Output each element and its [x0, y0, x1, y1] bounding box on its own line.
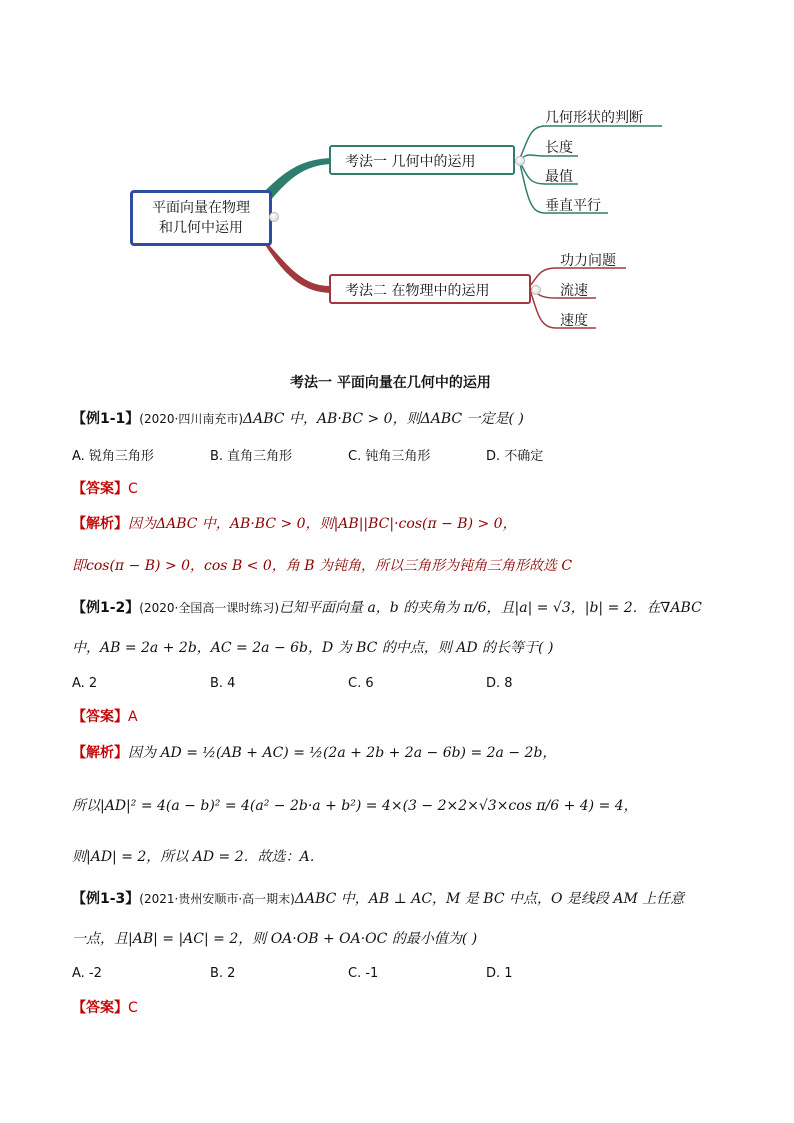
section-title: 考法一 平面向量在几何中的运用 [290, 375, 491, 391]
ex12-option-a: A. 2 [72, 676, 98, 691]
ex11-source: (2020·四川南充市) [139, 412, 244, 426]
collapse-toggle-branch1[interactable] [515, 156, 525, 166]
ex13-option-c: C. -1 [348, 966, 379, 981]
ex12-question-line2: 中，AB = 2a + 2b，AC = 2a − 6b，D 为 BC 的中点，则 AD 的长等于( ) [72, 640, 554, 656]
root-line2: 和几何中运用 [159, 220, 243, 236]
ex11-option-a: A. 锐角三角形 [72, 449, 154, 464]
leaf-velocity: 速度 [560, 313, 588, 329]
ex12-analysis-line3: 则|AD| = 2，所以 AD = 2．故选：A． [72, 849, 324, 865]
mindmap-root [130, 190, 272, 246]
ex11-answer-tag: 【答案】 [72, 481, 128, 497]
ex11-option-d: D. 不确定 [486, 449, 544, 464]
ex13-option-d: D. 1 [486, 966, 513, 981]
branch2-label: 考法二 在物理中的运用 [345, 283, 490, 299]
ex11-analysis-tag: 【解析】 [72, 516, 128, 532]
ex13-answer [72, 997, 138, 1017]
leaf-work-force: 功力问题 [560, 253, 616, 269]
ex13-question-text1: ΔABC 中，AB ⊥ AC，M 是 BC 中点，O 是线段 AM 上任意 [294, 891, 685, 907]
ex11-analysis-line1 [72, 513, 517, 533]
ex13-answer-value: C [128, 1000, 138, 1016]
ex12-answer-value: A [128, 709, 138, 725]
ex11-question [72, 408, 524, 428]
ex12-question-line1 [72, 597, 702, 617]
mindmap-branch-geometry [329, 145, 515, 175]
ex12-analysis-line1 [72, 742, 556, 762]
mindmap-branch-physics [329, 274, 531, 304]
ex13-tag: 【例1-3】 [72, 891, 140, 907]
ex12-analysis-tag: 【解析】 [72, 745, 128, 761]
branch1-label: 考法一 几何中的运用 [345, 154, 476, 170]
ex12-option-c: C. 6 [348, 676, 374, 691]
ex12-question-text1: 已知平面向量 a，b 的夹角为 π/6，且|a| = √3，|b| = 2．在∇ABC [279, 600, 702, 616]
root-line1: 平面向量在物理 [152, 200, 250, 216]
ex12-option-b: B. 4 [210, 676, 236, 691]
ex11-option-c: C. 钝角三角形 [348, 449, 431, 464]
ex11-answer [72, 478, 138, 498]
ex13-source: (2021·贵州安顺市·高一期末) [139, 892, 295, 906]
ex11-analysis-line2: 即cos(π − B) > 0，cos B < 0，角 B 为钝角，所以三角形为钝角三角形故选 C [72, 558, 573, 574]
leaf-perpendicular-parallel: 垂直平行 [545, 198, 601, 214]
ex11-tag: 【例1-1】 [72, 411, 140, 427]
ex12-analysis-line2: 所以|AD|² = 4(a − b)² = 4(a² − 2b·a + b²) = 4×(3 − 2×2×√3×cos π/6 + 4) = 4， [72, 798, 638, 814]
ex12-answer-tag: 【答案】 [72, 709, 128, 725]
ex13-option-b: B. 2 [210, 966, 236, 981]
ex12-option-d: D. 8 [486, 676, 513, 691]
ex12-source: (2020·全国高一课时练习) [139, 601, 280, 615]
leaf-flow-speed: 流速 [560, 283, 588, 299]
ex11-question-text: ΔABC 中，AB·BC > 0，则ΔABC 一定是( ) [243, 411, 524, 427]
collapse-toggle-branch2[interactable] [531, 285, 541, 295]
ex12-analysis-text1: 因为 AD = ½(AB + AC) = ½(2a + 2b + 2a − 6b) = 2a − 2b， [128, 745, 557, 761]
ex13-question-line1 [72, 888, 684, 908]
ex13-question-line2: 一点，且|AB| = |AC| = 2，则 OA·OB + OA·OC 的最小值为( ) [72, 931, 478, 947]
ex12-answer [72, 706, 138, 726]
collapse-toggle-root[interactable] [269, 212, 279, 222]
ex11-option-b: B. 直角三角形 [210, 449, 293, 464]
ex12-tag: 【例1-2】 [72, 600, 140, 616]
mindmap [0, 0, 794, 350]
leaf-extremum: 最值 [545, 169, 573, 185]
leaf-shape-judgement: 几何形状的判断 [545, 110, 643, 126]
ex11-answer-value: C [128, 481, 138, 497]
ex13-answer-tag: 【答案】 [72, 1000, 128, 1016]
leaf-length: 长度 [545, 140, 573, 156]
ex11-analysis-text1: 因为ΔABC 中，AB·BC > 0，则|AB||BC|·cos(π − B) > 0， [128, 516, 517, 532]
ex13-option-a: A. -2 [72, 966, 102, 981]
